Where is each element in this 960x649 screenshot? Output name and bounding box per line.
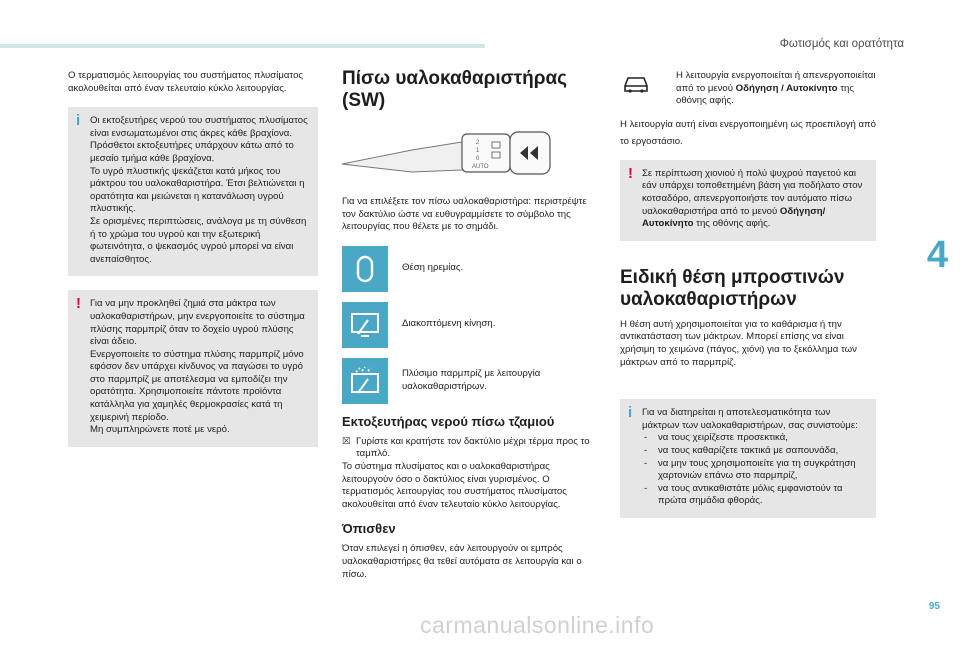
mode-row xyxy=(342,246,600,292)
warning-line: Μη συμπληρώνετε ποτέ με νερό. xyxy=(90,424,230,436)
stalk-label: 1 xyxy=(476,148,480,154)
warn-text-end: της οθόνης αφής. xyxy=(693,218,771,230)
warning-line: Ενεργοποιείτε το σύστημα πλύσης παρμπρίζ μόνο εφόσον δεν υπάρχει κίνδυνος να παγώσει το υγρό στο παρμπρίζ με αποτέλεσμα να εμποδίζει την ορατότητα. Χρησιμοποιείτε πάντοτε προϊόντα κατάλληλα για χαμηλές θερμοκρασίες κατά τη χειμερινή περίοδο. xyxy=(90,348,304,423)
car-menu-row xyxy=(620,70,876,108)
rear-wiper-title: Πίσω υαλοκαθαριστήρας (SW) xyxy=(342,68,568,111)
mode-label: Θέση ηρεμίας. xyxy=(402,262,464,274)
tip-text: να μην τους χρησιμοποιείτε για τη συγκράτηση χαρτονιών επάνω στο παρμπρίζ, xyxy=(658,457,856,482)
left-column xyxy=(68,70,318,447)
winter-warning-note xyxy=(620,160,876,241)
info-line: Πρόσθετοι εκτοξευτήρες υπάρχουν κάτω από το μεσαίο τμήμα κάθε βραχίονα. xyxy=(90,140,294,164)
tip-item: - να τους χειρίζεστε προσεκτικά, xyxy=(644,432,788,444)
washer-title: Εκτοξευτήρας νερού πίσω τζαμιού xyxy=(342,413,555,429)
middle-column xyxy=(342,68,600,581)
reverse-title: Όπισθεν xyxy=(342,521,396,537)
car-icon xyxy=(622,74,650,94)
tip-item: - να τους καθαρίζετε τακτικά με σαπουνάδα, xyxy=(644,444,839,456)
tip-text: να τους καθαρίζετε τακτικά με σαπουνάδα, xyxy=(658,444,839,456)
warning-note xyxy=(68,290,318,447)
tip-item: - να τους αντικαθιστάτε μόλις εμφανιστούν τα πρώτα σημάδια φθοράς. xyxy=(642,483,866,508)
mode-label: Διακοπτόμενη κίνηση. xyxy=(402,318,496,330)
tip-item: - να μην τους χρησιμοποιείτε για τη συγκράτηση χαρτονιών επάνω στο παρμπρίζ, xyxy=(642,458,866,483)
off-icon xyxy=(342,246,388,292)
info-icon: i xyxy=(76,112,81,130)
car-text: Η λειτουργία ενεργοποιείται ή απενεργοποιείται από το μενού xyxy=(676,70,876,94)
mode-row xyxy=(342,358,600,404)
right-column xyxy=(620,70,876,518)
info-line: Το υγρό πλυστικής ψεκάζεται κατά μήκος του μάκτρου του υαλοκαθαριστήρα. Έτσι βελτιώνεται η ορατότητα και μειώνεται η κατανάλωση υγρού πλυστικής. xyxy=(90,165,305,215)
info-line: Σε ορισμένες περιπτώσεις, ανάλογα με τη σύνθεση ή το χρώμα του υγρού και την εξωτερική φωτεινότητα, ο ψεκασμός υγρού μπορεί να είναι ανεπαίσθητος. xyxy=(90,215,307,265)
header-rule xyxy=(0,44,485,48)
page-number: 95 xyxy=(928,601,940,612)
chapter-number: 4 xyxy=(926,234,948,276)
info-icon: i xyxy=(628,404,633,422)
special-position-text: Η θέση αυτή χρησιμοποιείται για το καθάρισμα ή την αντικατάσταση των μάκτρων. Μπορεί επίσης να είναι χρήσιμη το χειμώνα (πάγος, χιόνι) για το ξεκόλλημα των μάκτρων από το παρμπρίζ. xyxy=(620,318,857,368)
section-title: Φωτισμός και ορατότητα xyxy=(779,38,904,50)
stalk-label: 0 xyxy=(476,156,480,162)
intermittent-wipe-icon xyxy=(342,302,388,348)
warning-icon: ! xyxy=(76,295,81,313)
menu-path: Οδήγηση/Αυτοκίνητο xyxy=(642,205,826,230)
tips-intro: Για να διατηρείται η αποτελεσματικότητα των μάκτρων των υαλοκαθαριστήρων, σας συνιστούμε: xyxy=(642,407,858,431)
rear-wiper-intro: Για να επιλέξετε τον πίσω υαλοκαθαριστήρα: περιστρέψτε τον δακτύλιο ώστε να ευθυγραμμίσετε το σύμβολο της λειτουργίας που θέλετε με το σημάδι. xyxy=(342,196,587,233)
default-text: Η λειτουργία αυτή είναι ενεργοποιημένη ως προεπιλογή από το εργοστάσιο. xyxy=(620,118,876,147)
stalk-label: 2 xyxy=(476,140,480,146)
wash-wipe-icon xyxy=(342,358,388,404)
menu-path: Οδήγηση / Αυτοκίνητο xyxy=(735,82,838,94)
washer-bullet-text: Γυρίστε και κρατήστε τον δακτύλιο μέχρι τέρμα προς το ταμπλό. xyxy=(356,435,590,460)
winter-warning-text xyxy=(642,168,866,231)
watermark: carmanualsonline.info xyxy=(420,612,655,638)
info-note xyxy=(68,107,318,276)
info-line: Οι εκτοξευτήρες νερού του συστήματος πλυσίματος είναι ενσωματωμένοι στις άκρες κάθε βραχίονα. xyxy=(90,115,308,139)
mode-row xyxy=(342,302,600,348)
car-menu-text xyxy=(676,70,876,108)
warning-icon: ! xyxy=(628,164,633,182)
left-intro: Ο τερματισμός λειτουργίας του συστήματος πλυσίματος ακολουθείται από έναν τελευταίο κύκλο λειτουργίας. xyxy=(68,70,304,94)
stalk-label: AUTO xyxy=(472,164,489,170)
warning-line: Για να μην προκληθεί ζημιά στα μάκτρα των υαλοκαθαριστήρων, μην ενεργοποιείτε το σύστημα πλύσης παρμπρίζ όταν το δοχείο υγρού πλύσης είναι άδειο. xyxy=(90,298,305,348)
washer-text: Το σύστημα πλυσίματος και ο υαλοκαθαριστήρας λειτουργούν όσο ο δακτύλιος είναι γυρισμένος. Ο τερματισμός λειτουργίας του συστήματος πλυσίματος ακολουθείται από έναν τελευταίο κύκλο λειτουργίας. xyxy=(342,460,567,510)
mode-label: Πλύσιμο παρμπρίζ με λειτουργία υαλοκαθαριστήρων. xyxy=(402,368,541,392)
tip-text: να τους χειρίζεστε προσεκτικά, xyxy=(658,432,788,444)
car-text-end: της οθόνης αφής. xyxy=(676,82,854,107)
special-position-title: Ειδική θέση μπροστινών υαλοκαθαριστήρων xyxy=(620,266,845,310)
washer-instruction xyxy=(342,436,600,461)
bullet-icon: ☒ xyxy=(342,435,351,447)
warn-text: Σε περίπτωση χιονιού ή πολύ ψυχρού παγετού και εάν υπάρχει τοποθετημένη βάση για ποδήλατο στον κοτσαδόρο, απενεργοποιήστε τον αυτόματο πίσω υαλοκαθαριστήρα από το μενού xyxy=(642,167,863,217)
tip-text: να τους αντικαθιστάτε μόλις εμφανιστούν τα πρώτα σημάδια φθοράς. xyxy=(658,482,843,507)
wiper-stalk-illustration xyxy=(342,120,564,184)
tips-note xyxy=(620,399,876,518)
reverse-text: Όταν επιλεγεί η όπισθεν, εάν λειτουργούν οι εμπρός υαλοκαθαριστήρες θα τεθεί αυτόματα σε λειτουργία και ο πίσω. xyxy=(342,543,582,580)
